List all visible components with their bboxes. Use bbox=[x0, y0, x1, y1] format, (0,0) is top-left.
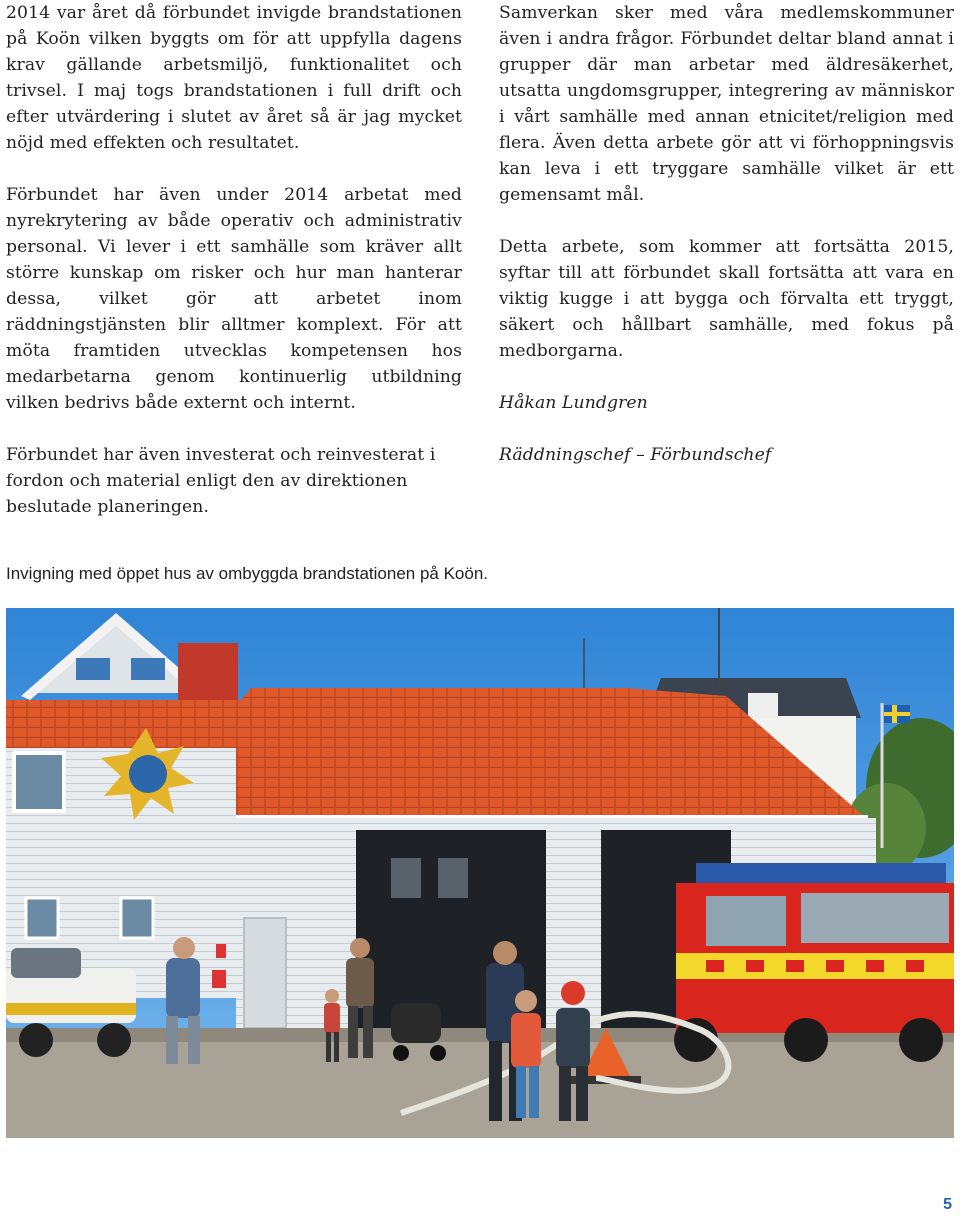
paragraph-investments: Förbundet har även investerat och reinvesterat i fordon och material enligt den av direktionen beslutade planeringen. bbox=[6, 445, 436, 517]
signature-title: Räddningschef – Förbundschef bbox=[499, 445, 772, 465]
left-text-column bbox=[6, 0, 462, 546]
paragraph-recruitment: Förbundet har även under 2014 arbetat med nyrekrytering av både operativ och administrativ personal. Vi lever i ett samhälle som kräver allt större kunskap om risker och hur man hanterar dessa, vilket gör att arbetet inom räddningstjänsten blir alltmer komplext. För att möta framtiden utvecklas kompetensen hos medarbetarna genom kontinuerlig utbildning vilken bedrivs både externt och internt. bbox=[6, 185, 462, 413]
fire-station-photo bbox=[6, 608, 954, 1138]
paragraph-cooperation: Samverkan sker med våra medlemskommuner även i andra frågor. Förbundet deltar bland annat i grupper där man arbetar med äldresäkerhet, utsatta ungdomsgrupper, integrering av människor i vårt samhälle med annan etnicitet/religion med flera. Även detta arbete gör att vi förhoppningsvis kan leva i ett tryggare samhälle vilket är ett gemensamt mål. bbox=[499, 3, 954, 205]
paragraph-station-inauguration: 2014 var året då förbundet invigde brandstationen på Koön vilken byggts om för att uppfylla dagens krav gällande arbetsmiljö, funktionalitet och trivsel. I maj togs brandstationen i full drift och efter utvärdering i slutet av året så är jag mycket nöjd med effekten och resultatet. bbox=[6, 3, 462, 153]
paragraph-future-work: Detta arbete, som kommer att fortsätta 2015, syftar till att förbundet skall fortsätta att vara en viktig kugge i att bygga och förvalta ett tryggt, säkert och hållbart samhälle, med fokus på medborgarna. bbox=[499, 237, 954, 361]
right-text-column bbox=[499, 0, 954, 494]
page-number: 5 bbox=[943, 1196, 952, 1213]
signature-name: Håkan Lundgren bbox=[499, 393, 648, 413]
photo-caption: Invigning med öppet hus av ombyggda brandstationen på Koön. bbox=[6, 564, 489, 583]
